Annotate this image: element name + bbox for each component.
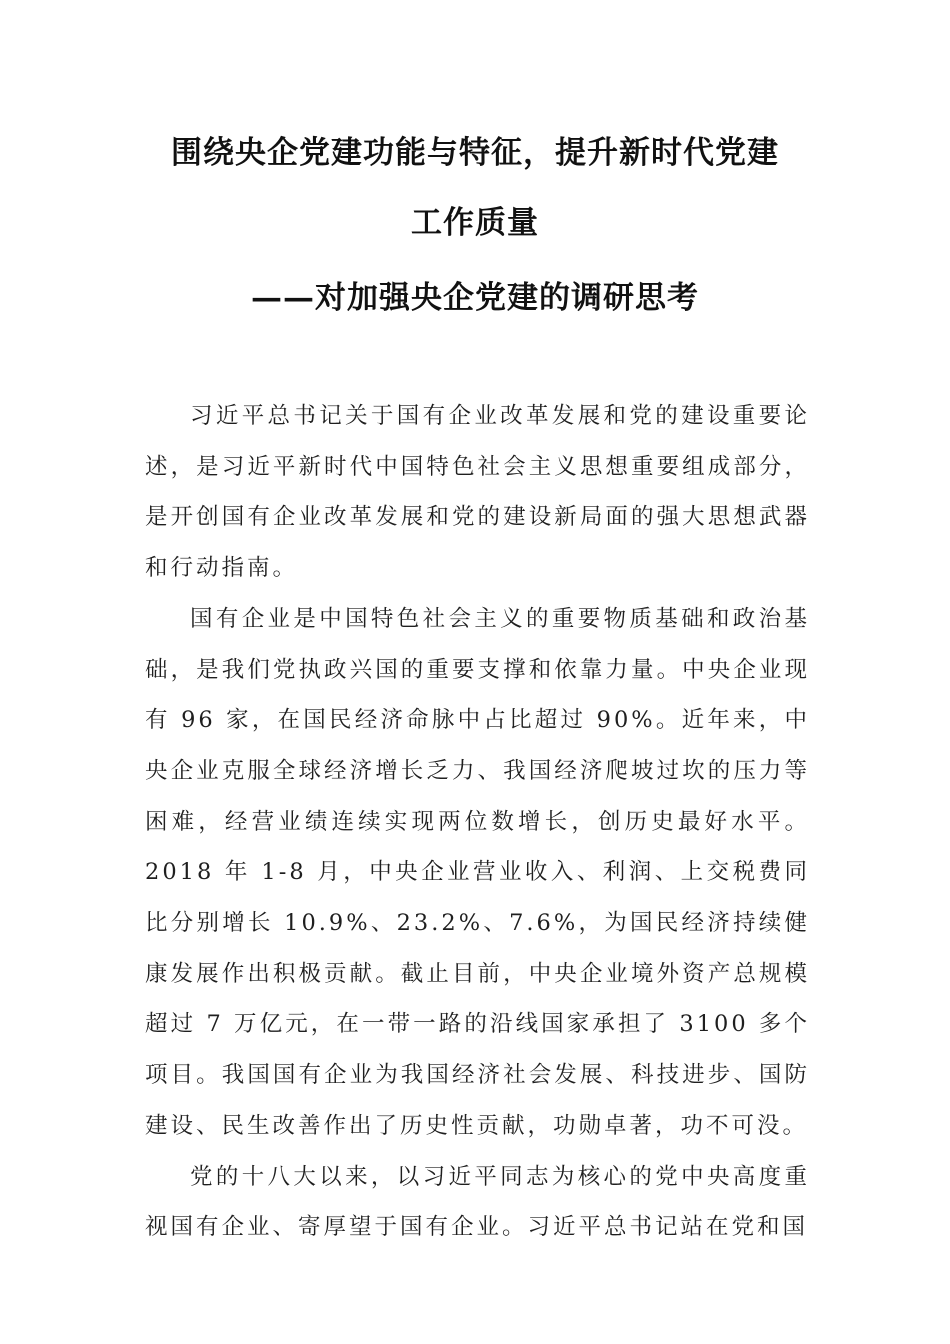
document-subtitle: ——对加强央企党建的调研思考	[251, 280, 699, 316]
body-paragraph-3: 党的十八大以来，以习近平同志为核心的党中央高度重视国有企业、寄厚望于国有企业。习近平总书记站在党和国	[145, 1163, 810, 1241]
document-title-line-2: 工作质量	[411, 205, 539, 241]
document-title-line-1: 围绕央企党建功能与特征，提升新时代党建	[171, 135, 779, 171]
title-block	[100, 118, 850, 338]
body-paragraph-1: 习近平总书记关于国有企业改革发展和党的建设重要论述，是习近平新时代中国特色社会主义思想重要组成部分，是开创国有企业改革发展和党的建设新局面的强大思想武器和行动指南。	[145, 403, 810, 582]
body-paragraph-2: 国有企业是中国特色社会主义的重要物质基础和政治基础，是我们党执政兴国的重要支撑和依靠力量。中央企业现有 96 家，在国民经济命脉中占比超过 90%。近年来，中央企业克服全球经济增长乏力、我国经济爬坡过坎的压力等困难，经营业绩连续实现两位数增长，创历史最好水平。2018 年 1-8 月，中央企业营业收入、利润、上交税费同比分别增长 10.9%、23.2%、7.6%，为国民经济持续健康发展作出积极贡献。截止目前，中央企业境外资产总规模超过 7 万亿元，在一带一路的沿线国家承担了 3100 多个项目。我国国有企业为我国经济社会发展、科技进步、国防建设、民生改善作出了历史性贡献，功勋卓著，功不可没。	[145, 605, 810, 1139]
document-body	[145, 391, 810, 1253]
